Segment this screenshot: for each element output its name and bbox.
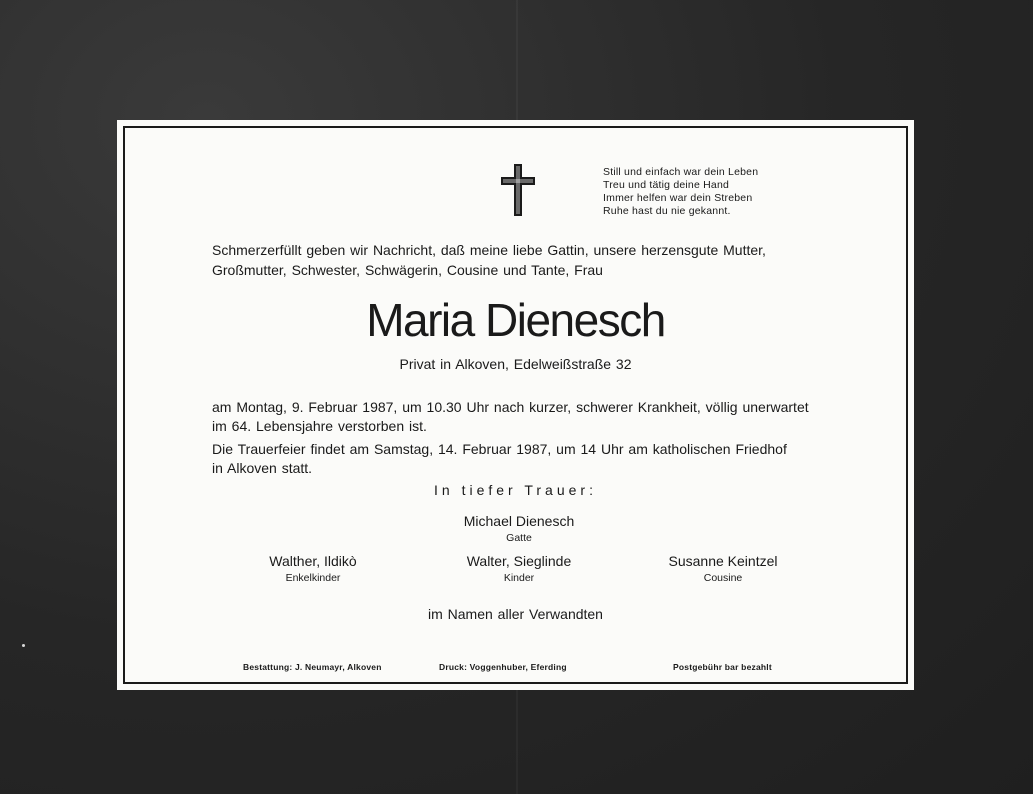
mourner-role: Cousine (703, 572, 743, 584)
mourner-name: Walter, Sieglinde (466, 553, 572, 569)
mourner-role: Kinder (503, 572, 535, 584)
mourner-name: Michael Dienesch (463, 513, 575, 529)
mourner-role: Enkelkinder (285, 572, 341, 584)
relatives-line: im Namen aller Verwandten (428, 606, 603, 622)
mourner-spouse (409, 512, 629, 546)
mourner-cousin (613, 552, 833, 586)
mourner-name: Susanne Keintzel (668, 553, 778, 569)
dust-speck (22, 644, 25, 647)
poem-line: Immer helfen war dein Streben (603, 192, 753, 204)
intro-line: Schmerzerfüllt geben wir Nachricht, daß meine liebe Gattin, unsere herzensgute Mutter, (212, 242, 766, 258)
footer-printer: Druck: Voggenhuber, Eferding (439, 662, 567, 672)
intro-line: Großmutter, Schwester, Schwägerin, Cousine und Tante, Frau (212, 262, 603, 278)
deceased-address: Privat in Alkoven, Edelweißstraße 32 (399, 356, 632, 372)
funeral-text (212, 440, 832, 478)
poem-line: Still und einfach war dein Leben (603, 166, 759, 178)
funeral-line: Die Trauerfeier findet am Samstag, 14. Februar 1987, um 14 Uhr am katholischen Friedhof (212, 441, 787, 457)
poem-line: Ruhe hast du nie gekannt. (603, 205, 731, 217)
mourner-name: Walther, Ildikò (269, 553, 357, 569)
death-notice-card (117, 120, 914, 690)
memorial-poem (603, 166, 758, 218)
death-notice-line: im 64. Lebensjahre verstorben ist. (212, 418, 427, 434)
footer-postage: Postgebühr bar bezahlt (673, 662, 772, 672)
mourner-role: Gatte (506, 532, 532, 544)
poem-line: Treu und tätig deine Hand (603, 179, 730, 191)
intro-text (212, 240, 812, 280)
footer-funeral-home: Bestattung: J. Neumayr, Alkoven (243, 662, 382, 672)
mourning-heading: In tiefer Trauer: (434, 482, 597, 498)
cross-icon (501, 164, 535, 216)
mourner-grandchildren (203, 552, 423, 586)
death-notice-line: am Montag, 9. Februar 1987, um 10.30 Uhr nach kurzer, schwerer Krankheit, völlig unerwartet (212, 399, 809, 415)
mourner-children (409, 552, 629, 586)
death-notice-text (212, 398, 832, 436)
funeral-line: in Alkoven statt. (212, 460, 313, 476)
deceased-name: Maria Dienesch (366, 294, 665, 346)
